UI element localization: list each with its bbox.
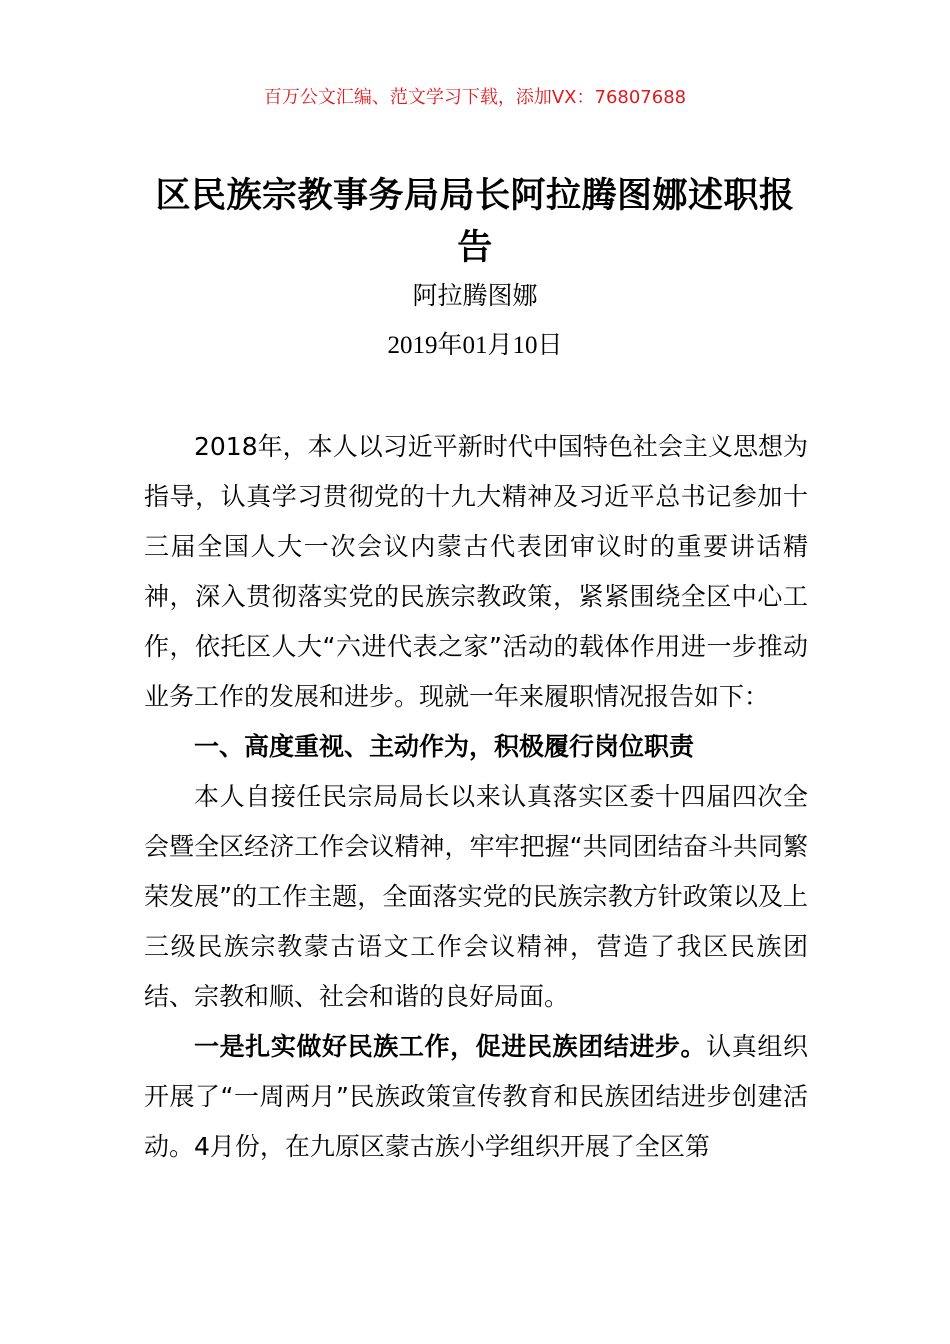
document-author: 阿拉腾图娜 [412, 281, 538, 310]
paragraph-section-1: 本人自接任民宗局局长以来认真落实区委十四届四次全会暨全区经济工作会议精神，牢牢把握“共同团结奋斗共同繁荣发展”的工作主题，全面落实党的民族宗教方针政策以及上三级民族宗教蒙古语文工作会议精神，营造了我区民族团结、宗教和顺、社会和谐的良好局面。 [144, 782, 808, 1011]
point-text: 认真组织开展了“一周两月”民族政策宣传教育和民族团结进步创建活动。4月份，在九原区蒙古族小学组织开展了全区第 [144, 1032, 808, 1161]
document-body [144, 422, 808, 1172]
paragraph-intro: 2018年，本人以习近平新时代中国特色社会主义思想为指导，认真学习贯彻党的十九大精神及习近平总书记参加十三届全国人大一次会议内蒙古代表团审议时的重要讲话精神，深入贯彻落实党的民族宗教政策，紧紧围绕全区中心工作，依托区人大“六进代表之家”活动的载体作用进一步推动业务工作的发展和进步。现就一年来履职情况报告如下： [144, 432, 808, 711]
paragraph-point-1 [144, 1022, 808, 1172]
point-lead: 一是扎实做好民族工作，促进民族团结进步。 [194, 1032, 707, 1061]
document-title: 区民族宗教事务局局长阿拉腾图娜述职报告 [155, 176, 795, 268]
section-heading-1: 一、高度重视、主动作为，积极履行岗位职责 [194, 732, 695, 761]
watermark-banner: 百万公文汇编、范文学习下载，添加VX：76807688 [263, 87, 687, 108]
document-date: 2019年01月10日 [387, 332, 563, 359]
